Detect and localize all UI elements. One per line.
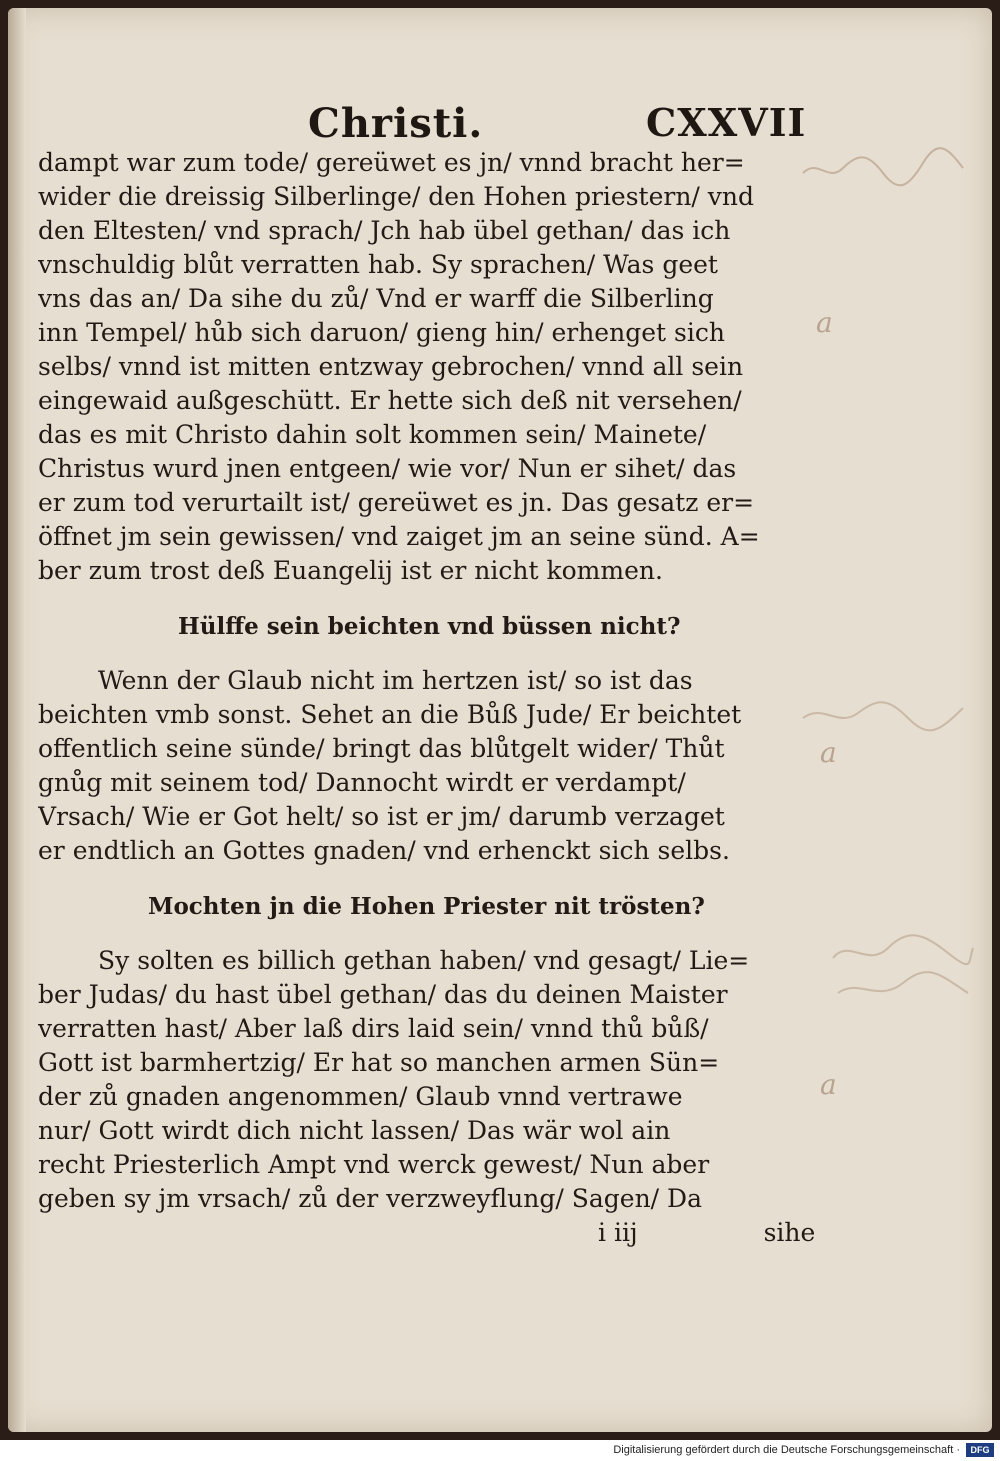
text-line: nur/ Gott wirdt dich nicht lassen/ Das wär wol ain — [38, 1116, 671, 1145]
text-line: den Eltesten/ vnd sprach/ Jch hab übel gethan/ das ich — [38, 216, 731, 245]
text-line: gnůg mit seinem tod/ Dannocht wirdt er verdampt/ — [38, 768, 686, 797]
text-line: ber zum trost deß Euangelij ist er nicht kommen. — [38, 556, 663, 585]
text-line: vnschuldig blůt verratten hab. Sy sprachen/ Was geet — [38, 250, 718, 279]
text-line: recht Priesterlich Ampt vnd werck gewest/ Nun aber — [38, 1150, 710, 1179]
text-line: vns das an/ Da sihe du zů/ Vnd er warff die Silberling — [38, 284, 714, 313]
margin-note-a: a — [820, 1068, 837, 1101]
text-line: Gott ist barmhertzig/ Er hat so manchen armen Sün= — [38, 1048, 720, 1077]
marginalia-scribble-3 — [828, 928, 978, 1018]
text-line: geben sy jm vrsach/ zů der verzweyflung/ Sagen/ Da — [38, 1184, 703, 1213]
section-heading-2: Mochten jn die Hohen Priester nit trösten? — [148, 893, 705, 920]
paragraph-1 — [38, 146, 788, 588]
text-line: öffnet jm sein gewissen/ vnd zaiget jm an seine sünd. A= — [38, 522, 760, 551]
marginalia-scribble-2 — [798, 688, 968, 738]
text-line: selbs/ vnnd ist mitten entzway gebrochen/ vnnd all sein — [38, 352, 744, 381]
book-page — [8, 8, 992, 1432]
text-line: ber Judas/ du hast übel gethan/ das du deinen Maister — [38, 980, 728, 1009]
text-line: Sy solten es billich gethan haben/ vnd gesagt/ Lie= — [98, 946, 750, 975]
paragraph-2 — [38, 664, 788, 868]
text-line: Wenn der Glaub nicht im hertzen ist/ so ist das — [98, 666, 693, 695]
text-line: der zů gnaden angenommen/ Glaub vnnd vertrawe — [38, 1082, 683, 1111]
text-line: er zum tod verurtailt ist/ gereüwet es jn. Das gesatz er= — [38, 488, 755, 517]
text-line: wider die dreissig Silberlinge/ den Hohen priestern/ vnd — [38, 182, 755, 211]
dfg-logo: DFG — [966, 1443, 994, 1457]
text-line: beichten vmb sonst. Sehet an die Bůß Jude/ Er beichtet — [38, 700, 742, 729]
text-line: dampt war zum tode/ gereüwet es jn/ vnnd bracht her= — [38, 148, 745, 177]
text-line: das es mit Christo dahin solt kommen sein/ Mainete/ — [38, 420, 707, 449]
text-line: eingewaid außgeschütt. Er hette sich deß nit versehen/ — [38, 386, 742, 415]
footer-bar — [0, 1440, 1000, 1461]
running-head: Christi. — [308, 100, 484, 147]
signature-line — [38, 1216, 816, 1250]
catchword: sihe — [763, 1218, 816, 1247]
folio-number: CXXVII — [646, 100, 807, 145]
text-line: er endtlich an Gottes gnaden/ vnd erhenckt sich selbs. — [38, 836, 730, 865]
text-line: offentlich seine sünde/ bringt das blůtgelt wider/ Thůt — [38, 734, 725, 763]
paragraph-3 — [38, 944, 788, 1216]
text-line: inn Tempel/ hůb sich daruon/ gieng hin/ erhenget sich — [38, 318, 725, 347]
margin-note-a: a — [820, 736, 837, 769]
margin-note-a: a — [816, 306, 833, 339]
text-line: Christus wurd jnen entgeen/ wie vor/ Nun er sihet/ das — [38, 454, 737, 483]
signature-mark: i iij — [598, 1218, 638, 1247]
marginalia-scribble-1 — [798, 138, 968, 198]
funding-credit: Digitalisierung gefördert durch die Deutsche Forschungsgemeinschaft · — [613, 1444, 960, 1456]
text-block — [38, 146, 816, 1250]
section-heading-1: Hülffe sein beichten vnd büssen nicht? — [178, 613, 681, 640]
text-line: verratten hast/ Aber laß dirs laid sein/ vnnd thů bůß/ — [38, 1014, 709, 1043]
text-line: Vrsach/ Wie er Got helt/ so ist er jm/ darumb verzaget — [38, 802, 725, 831]
page-gutter — [8, 8, 26, 1432]
